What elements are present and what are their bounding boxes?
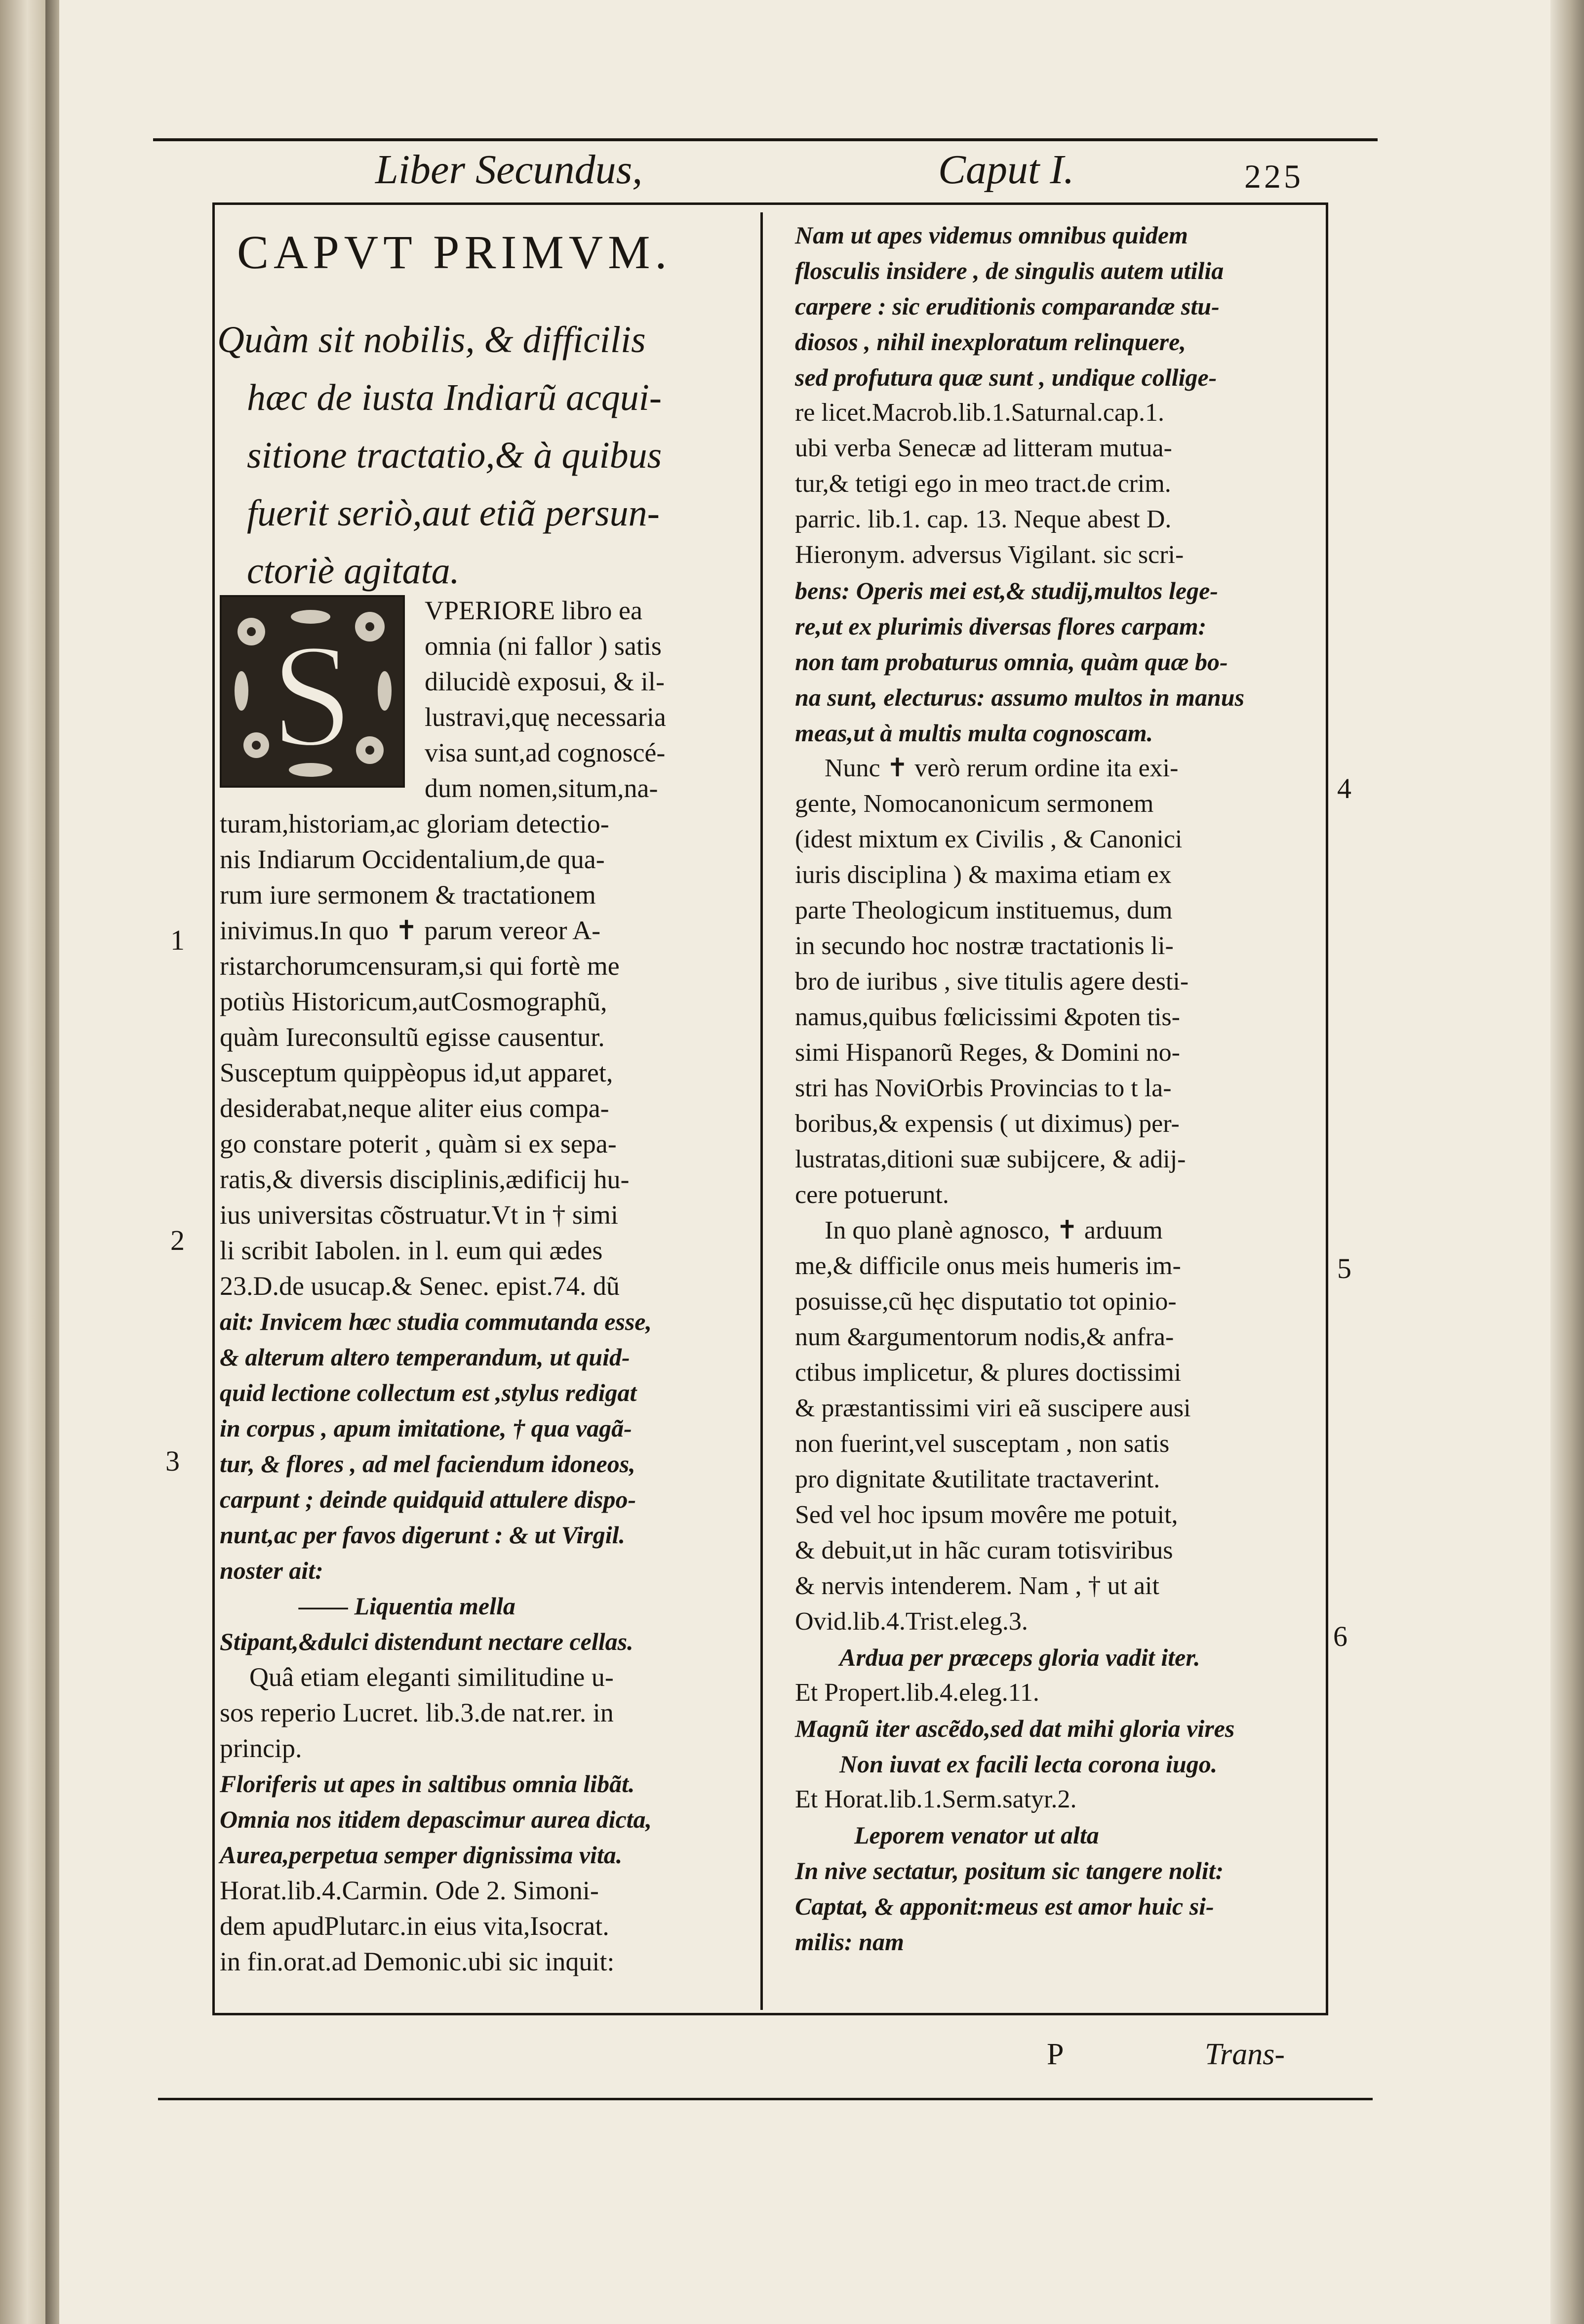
margin-number: 4 <box>1337 772 1351 804</box>
text-line: Hieronym. adversus Vigilant. sic scri- <box>795 541 1184 569</box>
margin-number: 6 <box>1333 1620 1347 1652</box>
italic-line: bens: Operis mei est,& studij,multos lege- <box>795 577 1218 604</box>
top-rule <box>153 138 1378 141</box>
verse-line: milis: nam <box>795 1928 904 1956</box>
bottom-frame-rule <box>212 2013 1328 2015</box>
verse-line: In nive sectatur, positum sic tangere nolit: <box>795 1857 1224 1884</box>
page-number: 225 <box>1244 158 1304 195</box>
text-line: boribus,& expensis ( ut diximus) per- <box>795 1110 1180 1138</box>
italic-line: carpere : sic eruditionis comparandæ stu- <box>795 292 1220 320</box>
text-line: posuisse,cũ hęc disputatio tot opinio- <box>795 1287 1177 1316</box>
text-line: gente, Nomocanonicum sermonem <box>795 790 1154 818</box>
initial-letter: S <box>271 613 354 777</box>
text-line: ius universitas cõstruatur.Vt in † simi <box>220 1200 618 1230</box>
text-line: ristarchorumcensuram,si qui fortè me <box>220 951 620 981</box>
text-line: ubi verba Senecæ ad litteram mutua- <box>795 434 1172 462</box>
text-line: visa sunt,ad cognoscé- <box>425 738 666 767</box>
text-line: Ovid.lib.4.Trist.eleg.3. <box>795 1607 1028 1636</box>
text-line: quàm Iureconsultũ egisse causentur. <box>220 1022 605 1052</box>
floral-ornament-icon <box>222 597 403 786</box>
text-line: lustratas,ditioni suæ subijcere, & adij- <box>795 1145 1186 1173</box>
catchword: Trans- <box>1205 2038 1285 2071</box>
signature-mark: P <box>1047 2038 1064 2071</box>
italic-line: quid lectione collectum est ,stylus redigat <box>220 1379 637 1406</box>
italic-line: non tam probaturus omnia, quàm quæ bo- <box>795 648 1228 676</box>
text-line: stri has NoviOrbis Provincias to t la- <box>795 1074 1172 1102</box>
text-line: li scribit Iabolen. in l. eum qui ædes <box>220 1236 603 1265</box>
margin-number: 2 <box>170 1224 185 1256</box>
italic-line: Stipant,&dulci distendunt nectare cellas. <box>220 1628 634 1655</box>
verse-line: Magnũ iter ascẽdo,sed dat mihi gloria vires <box>795 1715 1235 1742</box>
decorated-initial <box>220 595 405 788</box>
left-column-body <box>220 806 652 1979</box>
margin-number: 5 <box>1337 1252 1351 1284</box>
italic-line: —— Liquentia mella <box>299 1592 515 1620</box>
text-line: dem apudPlutarc.in eius vita,Isocrat. <box>220 1911 609 1941</box>
text-line: dum nomen,situm,na- <box>425 773 658 803</box>
italic-line: diosos , nihil inexploratum relinquere, <box>795 328 1186 356</box>
text-line: princip. <box>220 1733 302 1763</box>
text-line: Sed vel hoc ipsum movêre me potuit, <box>795 1501 1178 1529</box>
verse-line: Leporem venator ut alta <box>854 1821 1099 1849</box>
italic-line: tur, & flores , ad mel faciendum idoneos, <box>220 1450 635 1478</box>
citation-line: Et Horat.lib.1.Serm.satyr.2. <box>795 1785 1077 1813</box>
text-line: pro dignitate &utilitate tractaverint. <box>795 1465 1160 1493</box>
book-gutter <box>45 0 59 2324</box>
previous-page-edge <box>0 0 45 2324</box>
subtitle-line: hæc de iusta Indiarũ acqui- <box>247 377 662 418</box>
text-line: ctibus implicetur, & plures doctissimi <box>795 1359 1182 1387</box>
text-line: simi Hispanorũ Reges, & Domini no- <box>795 1039 1180 1067</box>
text-line: bro de iuribus , sive titulis agere desti- <box>795 967 1189 996</box>
text-line: dilucidè exposui, & il- <box>425 667 665 696</box>
bottom-rule <box>158 2098 1373 2100</box>
text-line: nis Indiarum Occidentalium,de qua- <box>220 844 605 874</box>
chapter-subtitle <box>217 311 662 600</box>
text-line: parte Theologicum instituemus, dum <box>795 896 1173 924</box>
italic-line: ait: Invicem hæc studia commutanda esse, <box>220 1308 652 1335</box>
subtitle-line: fuerit seriò,aut etiã persun- <box>247 492 660 534</box>
text-line: me,& difficile onus meis humeris im- <box>795 1252 1181 1280</box>
text-line: VPERIORE libro ea <box>425 596 642 625</box>
text-line: sos reperio Lucret. lib.3.de nat.rer. in <box>220 1698 614 1727</box>
text-line: 23.D.de usucap.& Senec. epist.74. dũ <box>220 1271 620 1301</box>
text-line: iuris disciplina ) & maxima etiam ex <box>795 861 1172 889</box>
text-line: lustravi,quę necessaria <box>425 702 666 732</box>
text-line: desiderabat,neque aliter eius compa- <box>220 1093 609 1123</box>
italic-line: in corpus , apum imitatione, † qua vagã- <box>220 1414 632 1442</box>
subtitle-line: Quàm sit nobilis, & difficilis <box>217 319 646 361</box>
text-line: omnia (ni fallor ) satis <box>425 631 662 661</box>
text-line: rum iure sermonem & tractationem <box>220 880 596 910</box>
text-line: parric. lib.1. cap. 13. Neque abest D. <box>795 505 1172 533</box>
italic-line: nunt,ac per favos digerunt : & ut Virgil. <box>220 1521 625 1549</box>
text-line: inivimus.In quo ✝ parum vereor A- <box>220 916 601 945</box>
text-line: in fin.orat.ad Demonic.ubi sic inquit: <box>220 1947 615 1976</box>
verse-line: Non iuvat ex facili lecta corona iugo. <box>839 1750 1218 1778</box>
text-line: & debuit,ut in hãc curam totisviribus <box>795 1536 1173 1564</box>
citation-line: Et Propert.lib.4.eleg.11. <box>795 1679 1039 1707</box>
text-line: Susceptum quippèopus id,ut apparet, <box>220 1058 613 1087</box>
header-rule <box>212 202 1328 205</box>
text-line: namus,quibus fœlicissimi &poten tis- <box>795 1003 1180 1031</box>
right-column-body <box>795 217 1244 1960</box>
right-frame-rule <box>1326 202 1328 2015</box>
italic-line: noster ait: <box>220 1557 323 1584</box>
italic-line: & alterum altero temperandum, ut quid- <box>220 1343 630 1371</box>
italic-line: carpunt ; deinde quidquid attulere dispo- <box>220 1485 636 1513</box>
italic-line: Aurea,perpetua semper dignissima vita. <box>220 1841 623 1869</box>
running-head-right: Caput I. <box>938 147 1074 193</box>
verse-line: Ardua per præceps gloria vadit iter. <box>839 1643 1200 1671</box>
page-fore-edge <box>1550 0 1584 2324</box>
text-line: cere potuerunt. <box>795 1181 949 1209</box>
italic-line: Omnia nos itidem depascimur aurea dicta, <box>220 1805 652 1833</box>
text-line: num &argumentorum nodis,& anfra- <box>795 1323 1174 1351</box>
left-frame-rule <box>212 202 215 2015</box>
italic-line: sed profutura quæ sunt , undique collige- <box>795 363 1217 391</box>
italic-line: flosculis insidere , de singulis autem utilia <box>795 257 1224 284</box>
text-line: & præstantissimi viri eã suscipere ausi <box>795 1394 1191 1422</box>
subtitle-line: ctoriè agitata. <box>247 550 460 592</box>
text-line: turam,historiam,ac gloriam detectio- <box>220 809 609 839</box>
subtitle-line: sitione tractatio,& à quibus <box>247 435 662 476</box>
text-line: in secundo hoc nostræ tractationis li- <box>795 932 1174 960</box>
text-line: ratis,& diversis disciplinis,ædificij hu- <box>220 1164 630 1194</box>
column-divider-rule <box>760 212 763 2010</box>
text-line: Nunc ✝ verò rerum ordine ita exi- <box>825 754 1179 782</box>
text-line: potiùs Historicum,autCosmographũ, <box>220 987 607 1016</box>
running-head-left: Liber Secundus, <box>375 147 643 193</box>
text-line: tur,& tetigi ego in meo tract.de crim. <box>795 470 1171 498</box>
text-line: Horat.lib.4.Carmin. Ode 2. Simoni- <box>220 1876 599 1905</box>
italic-line: Floriferis ut apes in saltibus omnia libãt. <box>220 1770 635 1798</box>
margin-number: 3 <box>165 1445 180 1477</box>
margin-number: 1 <box>170 924 185 956</box>
text-line: & nervis intenderem. Nam , † ut ait <box>795 1572 1159 1600</box>
text-line: non fuerint,vel susceptam , non satis <box>795 1430 1170 1458</box>
italic-line: meas,ut à multis multa cognoscam. <box>795 719 1153 747</box>
italic-line: Nam ut apes videmus omnibus quidem <box>795 221 1188 249</box>
text-line: In quo planè agnosco, ✝ arduum <box>825 1216 1163 1244</box>
text-line: go constare poterit , quàm si ex sepa- <box>220 1129 617 1159</box>
text-line: re licet.Macrob.lib.1.Saturnal.cap.1. <box>795 399 1164 427</box>
chapter-title: CAPVT PRIMVM. <box>237 226 672 279</box>
text-line: (idest mixtum ex Civilis , & Canonici <box>795 825 1183 853</box>
left-column-beside-initial <box>425 593 666 806</box>
verse-line: Captat, & apponit:meus est amor huic si- <box>795 1892 1214 1920</box>
italic-line: na sunt, electurus: assumo multos in manus <box>795 683 1245 711</box>
italic-line: re,ut ex plurimis diversas flores carpam: <box>795 612 1207 640</box>
text-line: Quâ etiam eleganti similitudine u- <box>249 1662 614 1692</box>
